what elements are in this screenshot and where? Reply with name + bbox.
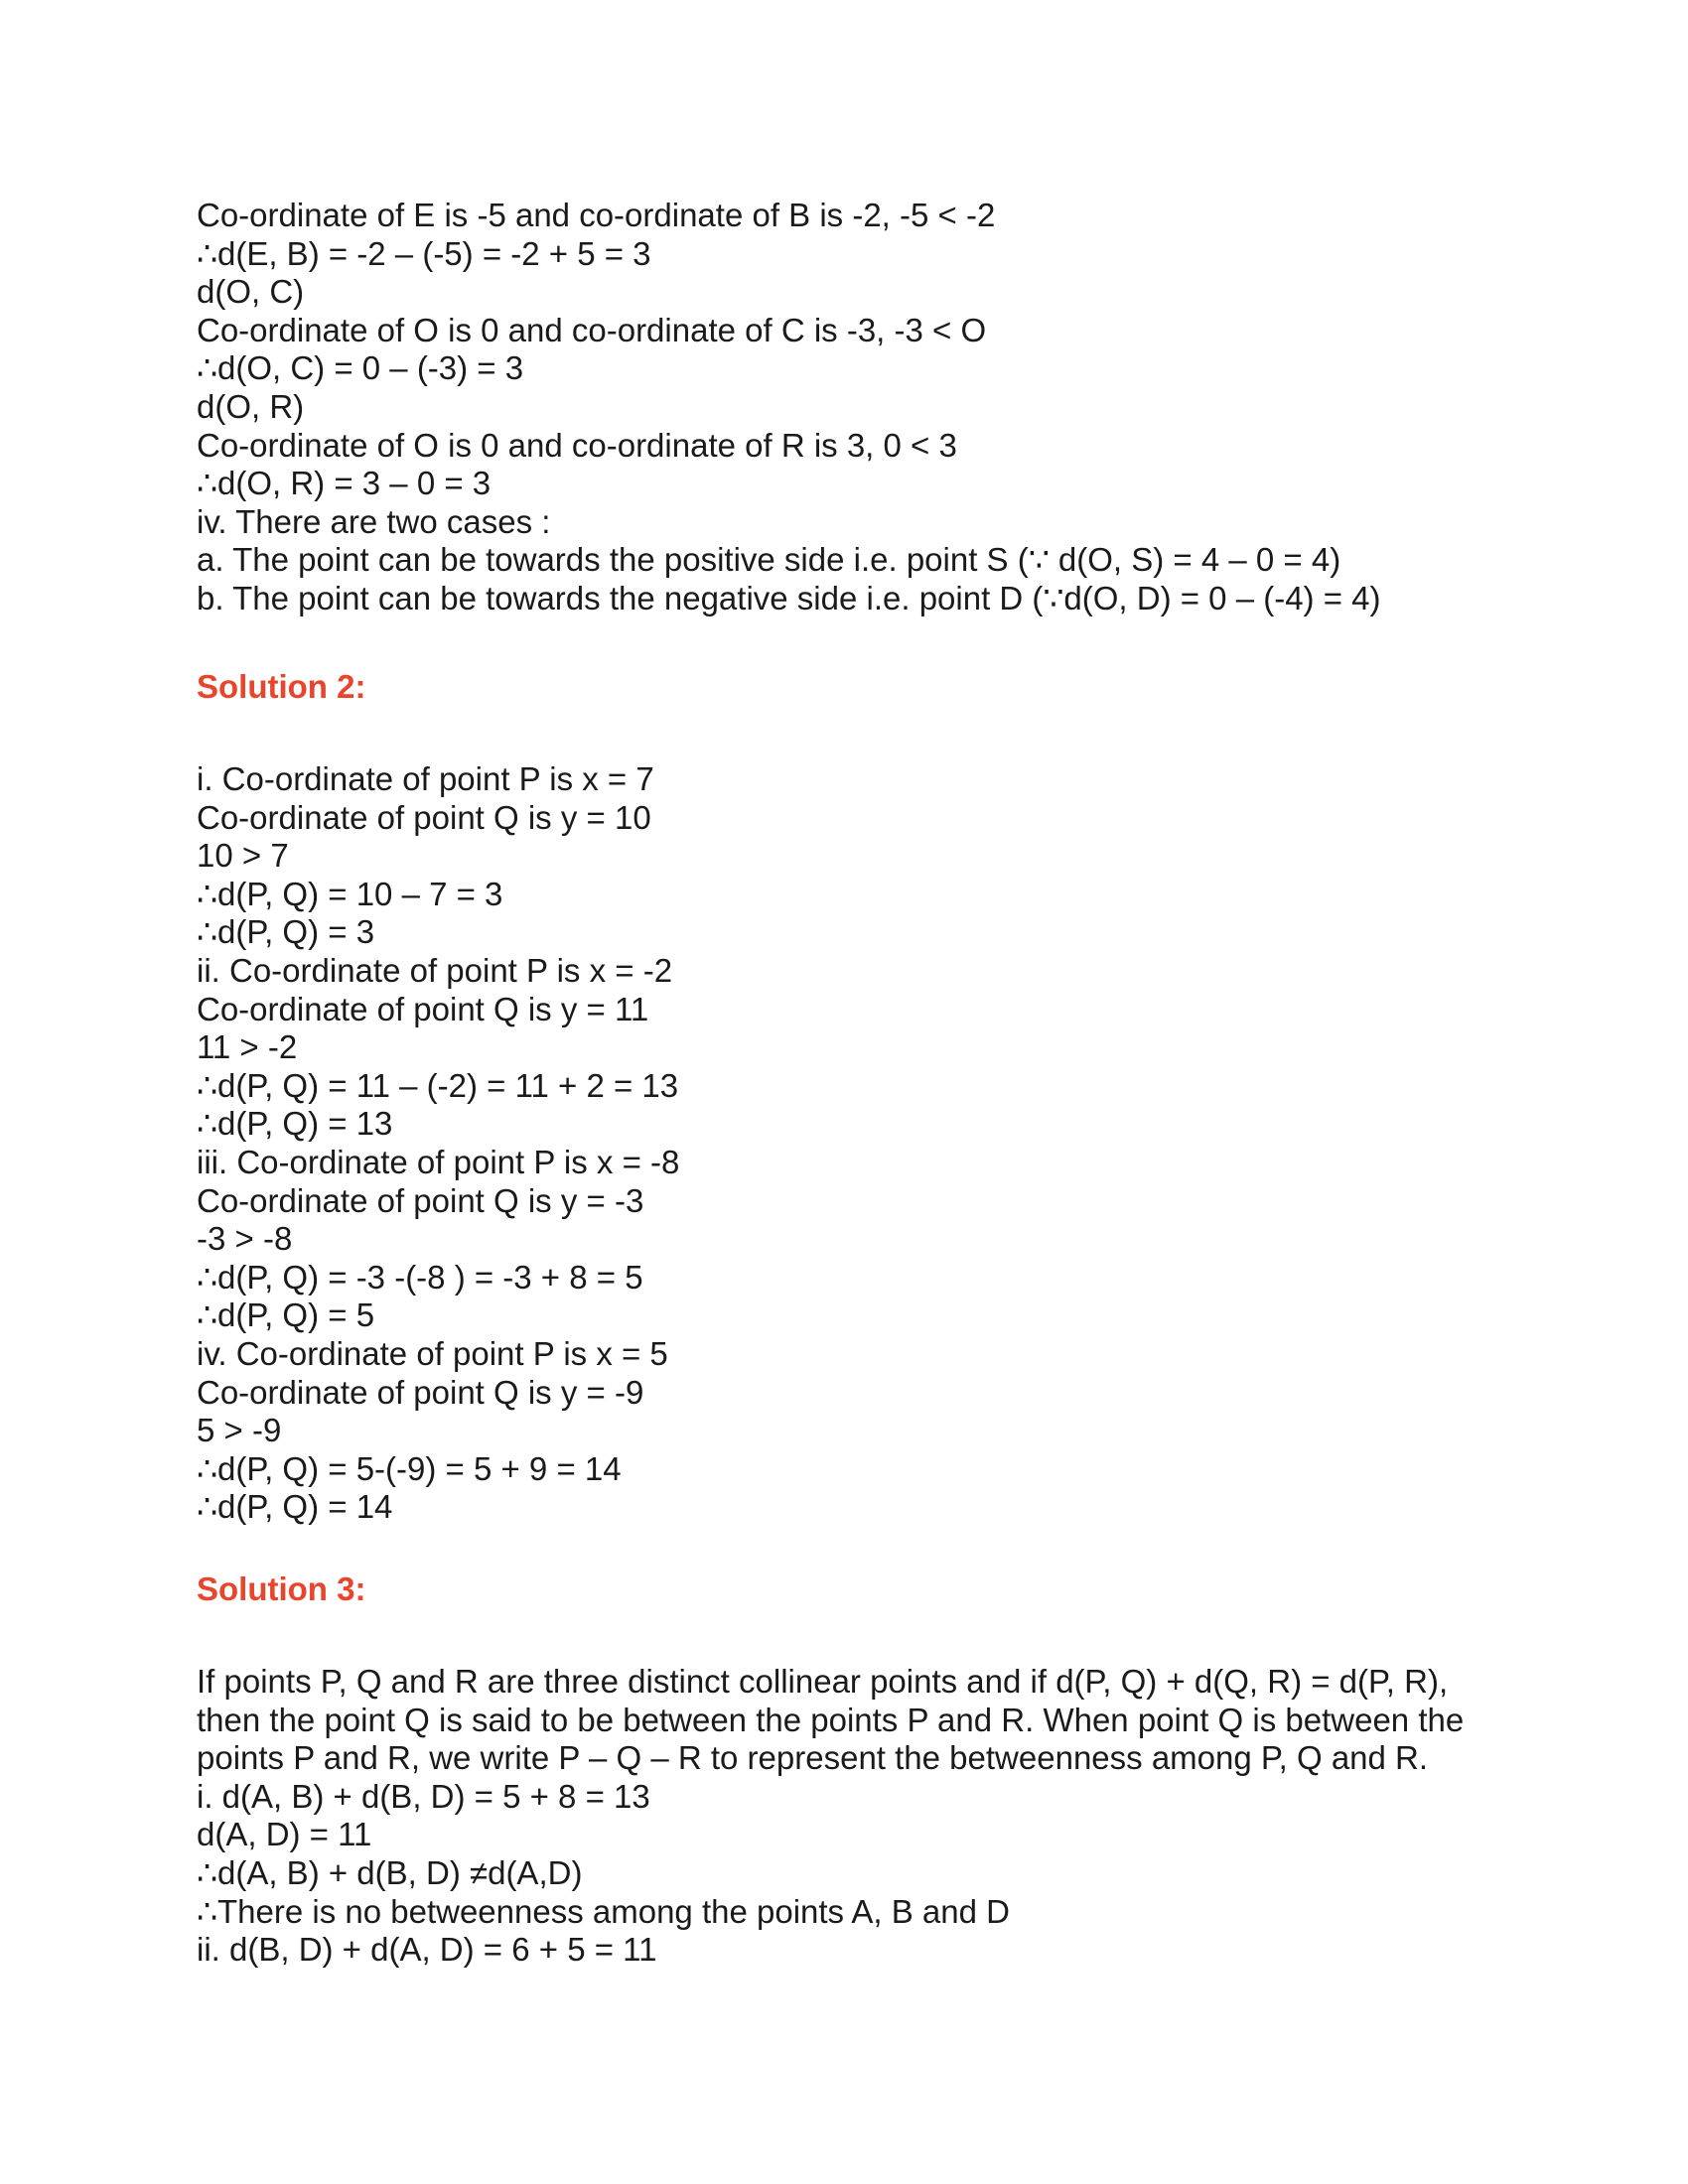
text-line: Co-ordinate of point Q is y = -3 <box>197 1181 644 1219</box>
text-line: Co-ordinate of point Q is y = 11 <box>197 990 649 1027</box>
text-line: ∴d(P, Q) = 3 <box>197 913 375 951</box>
text-line: Co-ordinate of O is 0 and co-ordinate of C is -3, -3 < O <box>197 311 987 348</box>
text-line: ∴d(P, Q) = -3 -(-8 ) = -3 + 8 = 5 <box>197 1258 643 1296</box>
text-line: ∴d(A, B) + d(B, D) ≠d(A,D) <box>197 1853 583 1891</box>
text-line: Co-ordinate of E is -5 and co-ordinate of B is -2, -5 < -2 <box>197 197 996 233</box>
text-line: i. Co-ordinate of point P is x = 7 <box>197 760 654 797</box>
text-line: i. d(A, B) + d(B, D) = 5 + 8 = 13 <box>197 1777 650 1815</box>
text-line: ∴d(P, Q) = 10 – 7 = 3 <box>197 875 503 912</box>
text-line: ∴d(O, R) = 3 – 0 = 3 <box>197 465 492 502</box>
text-line: ii. Co-ordinate of point P is x = -2 <box>197 951 673 989</box>
text-line: 11 > -2 <box>197 1028 298 1066</box>
text-line: a. The point can be towards the positive side i.e. point S (∵ d(O, S) = 4 – 0 = 4) <box>197 541 1341 579</box>
text-line: ∴d(E, B) = -2 – (-5) = -2 + 5 = 3 <box>197 234 651 272</box>
text-line: iv. Co-ordinate of point P is x = 5 <box>197 1334 668 1372</box>
solution-2-heading: Solution 2: <box>197 668 366 705</box>
text-line: d(O, R) <box>197 387 305 425</box>
text-line: b. The point can be towards the negative side i.e. point D (∵d(O, D) = 0 – (-4) = 4) <box>197 579 1381 616</box>
definition-paragraph: If points P, Q and R are three distinct collinear points and if d(P, Q) + d(Q, R) = d(P, R), then the point Q is said to be between the points P and R. When point Q is between the points P and R, we write P – Q – R to represent the betweenness among P, Q and R. <box>197 1663 1465 1777</box>
solution-3-body <box>197 1663 1497 1970</box>
text-line: -3 > -8 <box>197 1220 293 1258</box>
text-line: ∴d(P, Q) = 5 <box>197 1297 375 1334</box>
text-line: iii. Co-ordinate of point P is x = -8 <box>197 1143 680 1180</box>
text-line: ∴d(P, Q) = 14 <box>197 1488 393 1526</box>
solution-1-continuation <box>197 197 1507 618</box>
text-line: Co-ordinate of point Q is y = -9 <box>197 1373 644 1411</box>
text-line: d(O, C) <box>197 273 305 311</box>
text-line: iv. There are two cases : <box>197 502 551 540</box>
text-line: 10 > 7 <box>197 837 289 875</box>
text-line: Co-ordinate of O is 0 and co-ordinate of R is 3, 0 < 3 <box>197 426 957 464</box>
solution-3-heading: Solution 3: <box>197 1570 366 1607</box>
text-line: ∴d(P, Q) = 5-(-9) = 5 + 9 = 14 <box>197 1449 622 1487</box>
text-line: ∴There is no betweenness among the points A, B and D <box>197 1892 1010 1930</box>
text-line: ∴d(P, Q) = 11 – (-2) = 11 + 2 = 13 <box>197 1066 679 1104</box>
solution-2-body <box>197 760 1507 1527</box>
text-line: d(A, D) = 11 <box>197 1816 372 1853</box>
text-line: Co-ordinate of point Q is y = 10 <box>197 798 651 836</box>
text-line: ii. d(B, D) + d(A, D) = 6 + 5 = 11 <box>197 1931 657 1969</box>
text-line: ∴d(O, C) = 0 – (-3) = 3 <box>197 349 524 387</box>
text-line: 5 > -9 <box>197 1412 282 1449</box>
text-line: ∴d(P, Q) = 13 <box>197 1105 393 1143</box>
